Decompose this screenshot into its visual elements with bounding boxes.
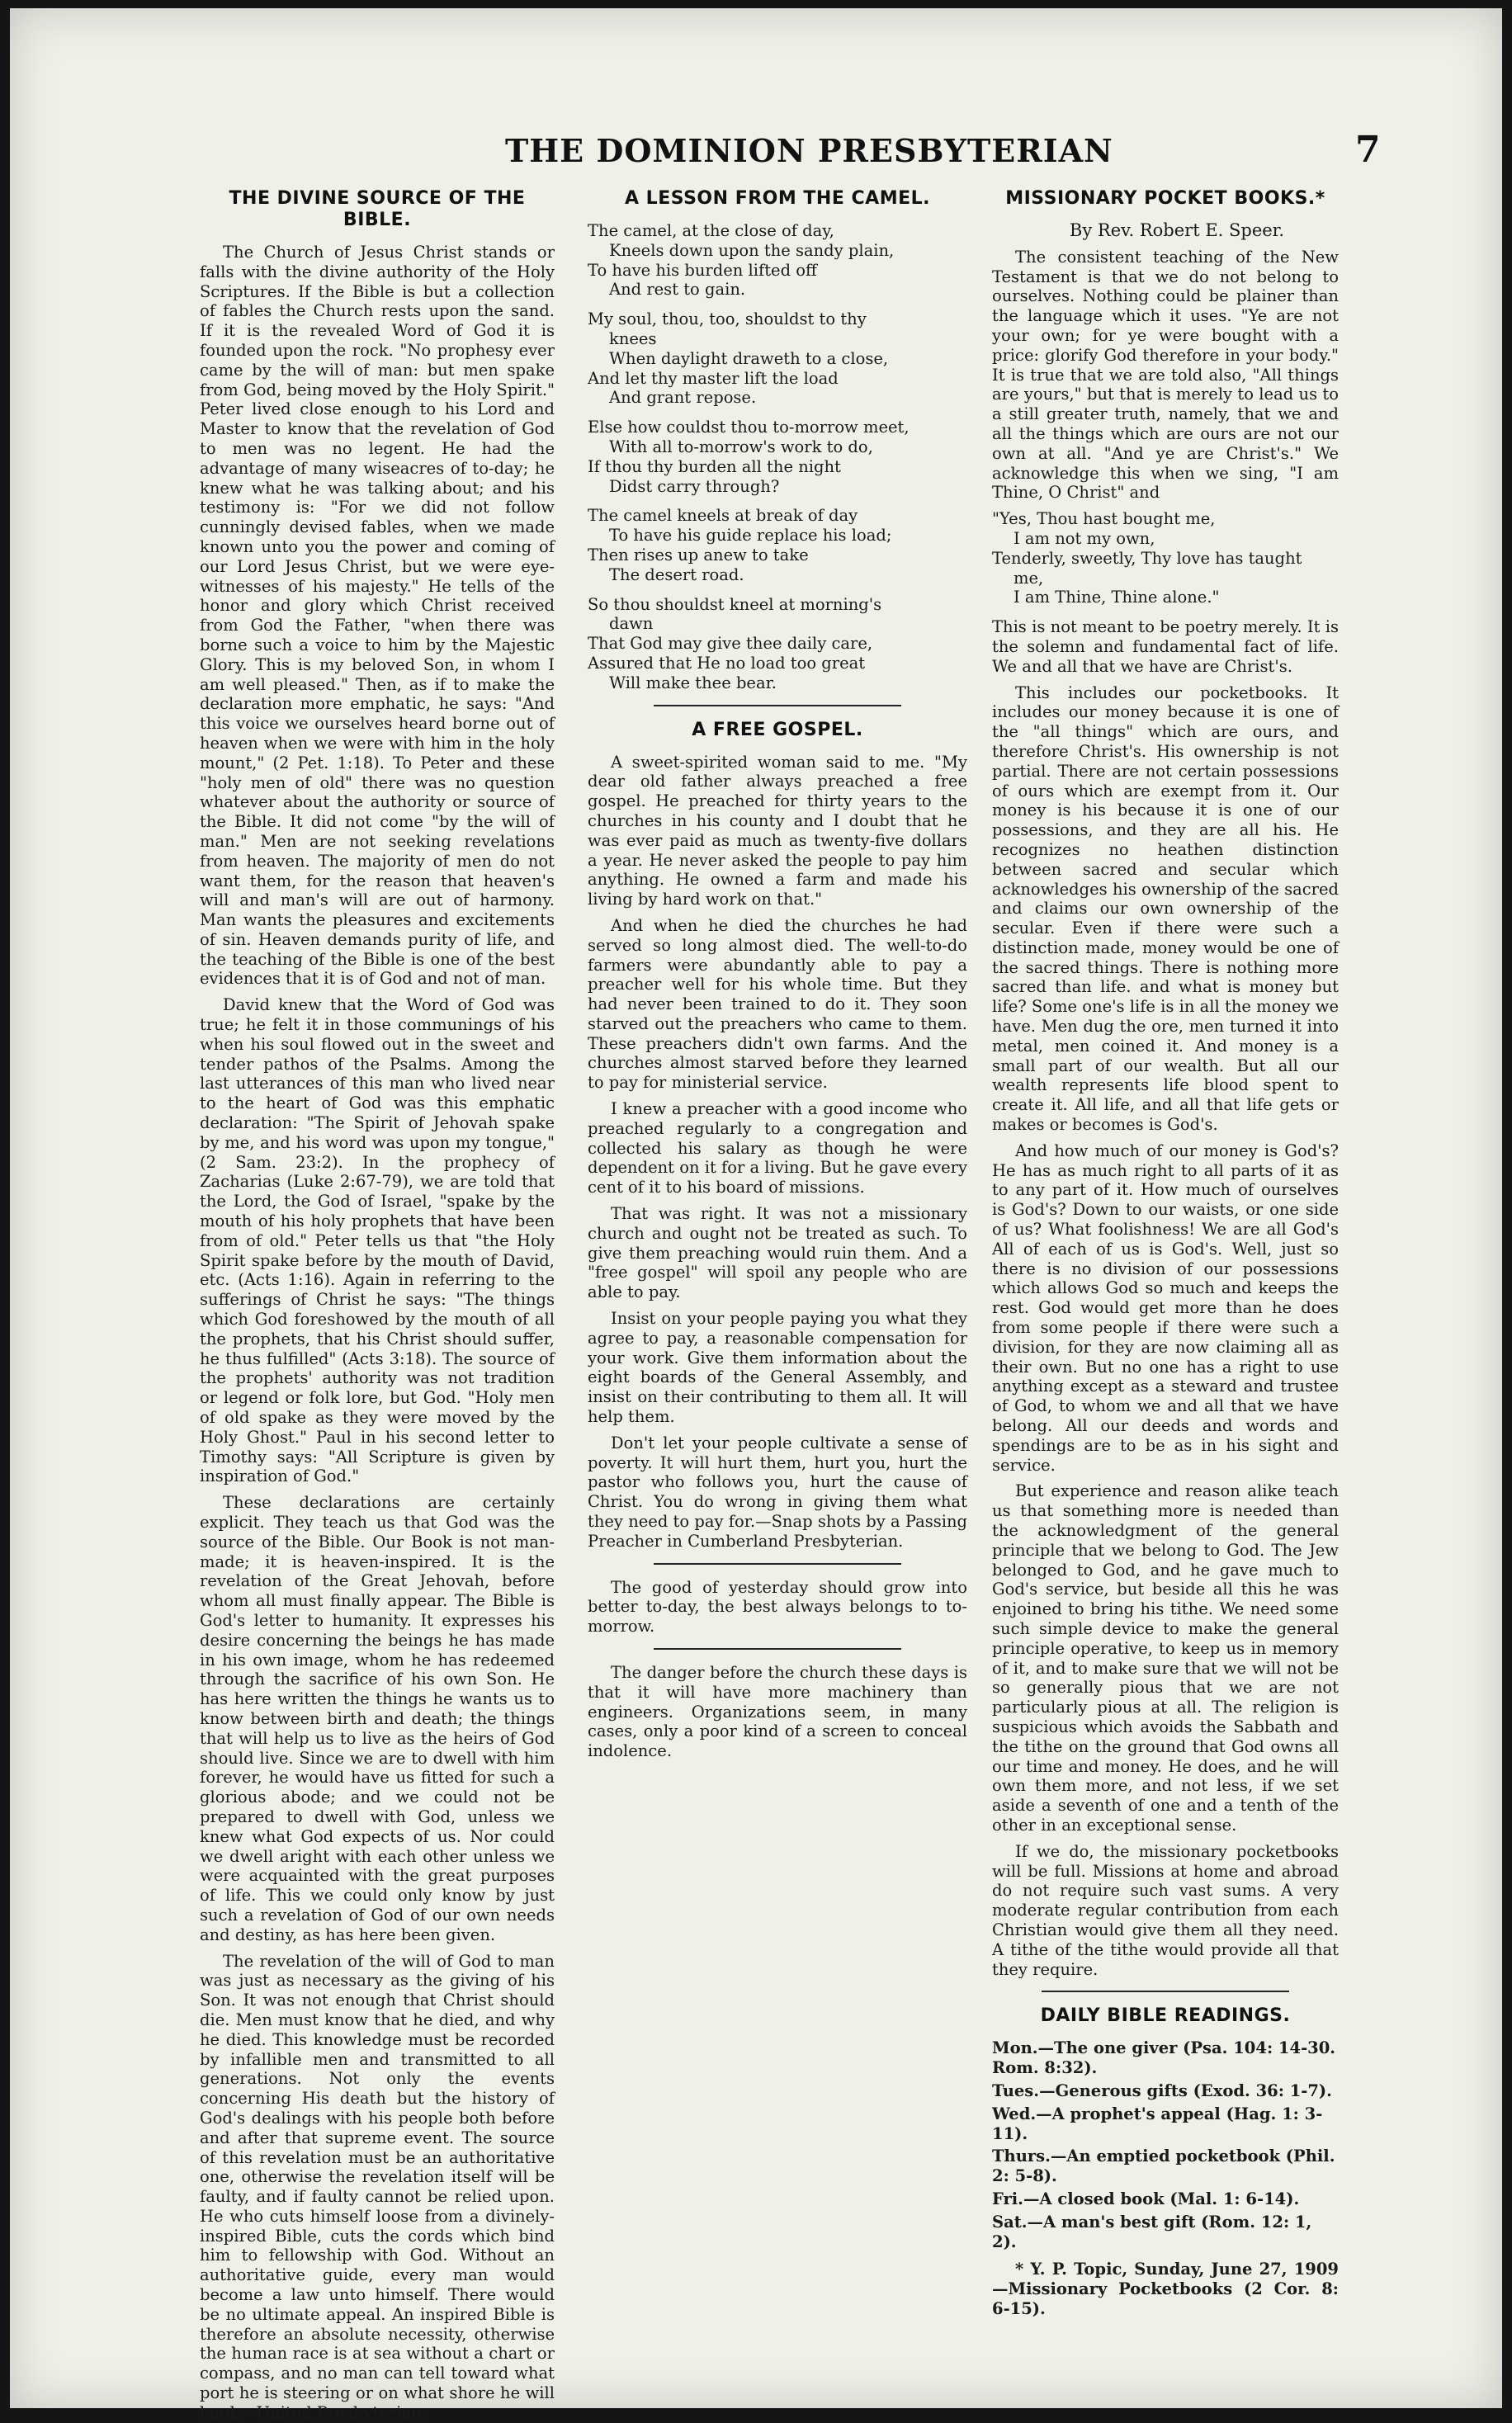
paragraph: That was right. It was not a missionary church and ought not be treated as such. To give them preaching would ruin them. And a "free gospel" will spoil any people who are able to pay.: [588, 1204, 967, 1302]
article-heading-free-gospel: A FREE GOSPEL.: [692, 719, 863, 740]
newspaper-page: [10, 8, 1502, 2422]
poem-line: knees: [609, 328, 657, 348]
paragraph: I knew a preacher with a good income who preached regularly to a congregation and collected his salary as though he were dependent on it for a living. But he gave every cent of it to his board of missions.: [588, 1099, 967, 1197]
hymn-quote: [992, 509, 1339, 607]
poem-line: The camel kneels at break of day: [588, 506, 858, 526]
hymn-line: me,: [1014, 568, 1044, 588]
poem-stanza: [588, 309, 967, 408]
article-heading-camel: A LESSON FROM THE CAMEL.: [624, 188, 930, 209]
poem-line: And rest to gain.: [609, 280, 746, 300]
poem-line: Kneels down upon the sandy plain,: [609, 240, 895, 260]
paragraph: And when he died the churches he had served so long almost died. The well-to-do farmers were abundantly able to pay a preacher well for his whole time. But they had never been trained to do it. They soon starved out the preachers who came to them. These preachers didn't own farms. And the churches almost starved before they learned to pay for ministerial service.: [588, 915, 967, 1093]
paragraph: A sweet-spirited woman said to me. "My dear old father always preached a free gospel. He preached for thirty years to the churches in his county and I doubt that he was ever paid as much as twenty-five dollars a year. He never asked the people to pay him anything. He owned a farm and made his living by hard work on that.": [588, 752, 967, 909]
filler-paragraph: The good of yesterday should grow into better to-day, the best always belongs to to-morrow.: [588, 1577, 967, 1637]
column-1: [200, 183, 555, 2422]
hymn-line: "Yes, Thou hast bought me,: [992, 509, 1216, 529]
paragraph: The revelation of the will of God to man was just as necessary as the giving of his Son. It was not enough that Christ should die. Men must know that he died, and why he died. This knowledge must be recorded by infallible men and transmitted to all generations. Not only the events concerning His death but the history of God's dealings with his people both before and after that supreme event. The source of this revelation must be an authoritative one, otherwise the revelation itself will be faulty, and if faulty cannot be relied upon. He who cuts himself loose from a divinely-inspired Bible, cuts the cords which bind him to fellowship with God. Without an authoritative guide, every man would become a law unto himself. There would be no ultimate appeal. An inspired Bible is therefore an absolute necessity, otherwise the human race is at sea without a chart or compass, and no man can tell toward what port he is steering or on what shore he will land.—United Presbyterian.: [200, 1951, 555, 2422]
poem-stanza: [588, 221, 967, 300]
poem-line: Didst carry through?: [609, 476, 780, 496]
poem-line: The camel, at the close of day,: [588, 221, 834, 240]
poem-line: That God may give thee daily care,: [588, 634, 873, 654]
section-divider: [654, 1563, 901, 1565]
paragraph: These declarations are certainly explicit. They teach us that God was the source of the Bible. Our Book is not man-made; it is heaven-inspired. It is the revelation of the Great Jehovah, before whom all must finally appear. The Bible is God's letter to humanity. It expresses his desire concerning the beings he has made in his own image, whom he has redeemed through the sacrifice of his own Son. He has here written the things he wants us to know between birth and death; the things that will help us to live as the heirs of God should live. Since we are to dwell with him forever, he would have us fitted for such a glorious abode; and we could not be prepared to dwell with God, unless we knew what God expects of us. Nor could we dwell aright with each other unless we were acquainted with the great purposes of life. This we could only know by just such a revelation of God of our own needs and destiny, as has here been given.: [200, 1493, 555, 1944]
paragraph: David knew that the Word of God was true; he felt it in those communings of his when his soul flowed out in the sweet and tender pathos of the Psalms. Among the last utterances of this man who lived near to the heart of God was this emphatic declaration: "The Spirit of Jehovah spake by me, and his word was upon my tongue," (2 Sam. 23:2). In the prophecy of Zacharias (Luke 2:67-79), we are told that the Lord, the God of Israel, "spake by the mouth of his holy prophets that have been from of old." Peter tells us that "the Holy Spirit spake before by the mouth of David, etc. (Acts 1:16). Again in referring to the sufferings of Christ he says: "The things which God foreshowed by the mouth of all the prophets, that his Christ should suffer, he thus fulfilled" (Acts 3:18). The source of the prophets' authority was not tradition or legend or folk lore, but God. "Holy men of old spake as they were moved by the Holy Ghost." Paul in his second letter to Timothy says: "All Scripture is given by inspiration of God.": [200, 995, 555, 1486]
reading-item: Tues.—Generous gifts (Exod. 36: 1-7).: [992, 2081, 1332, 2100]
readings-heading: DAILY BIBLE READINGS.: [1040, 2005, 1291, 2027]
poem-line: When daylight draweth to a close,: [609, 348, 889, 368]
poem-line: The desert road.: [609, 564, 744, 584]
paragraph: Don't let your people cultivate a sense of poverty. It will hurt them, hurt you, hurt the pastor who follows you, hurt the cause of Christ. You do wrong in giving them what they need to pay for.—Snap shots by a Passing Preacher in Cumberland Presbyterian.: [588, 1433, 967, 1551]
paragraph: The consistent teaching of the New Testament is that we do not belong to ourselves. Nothing could be plainer than the language which it uses. "Ye are not your own; for ye were bought with a price: glorify God therefore in your body." It is true that we are told also, "All things are yours," but that is merely to lead us to a still greater truth, namely, that we and all the things which are ours are not our own at all. "And ye are Christ's." We acknowledge this when we sing, "I am Thine, O Christ" and: [992, 247, 1339, 503]
reading-item: Mon.—The one giver (Psa. 104: 14-30. Rom. 8:32).: [992, 2038, 1336, 2078]
filler-paragraph: The danger before the church these days is that it will have more machinery than engineers. Organizations seem, in many cases, only a poor kind of a screen to conceal indolence.: [588, 1663, 967, 1761]
section-divider: [1042, 1991, 1289, 1992]
paragraph: The Church of Jesus Christ stands or falls with the divine authority of the Holy Scriptures. If the Bible is but a collection of fables the Church rests upon the sand. If it is the revealed Word of God it is founded upon the rock. "No prophesy ever came by the will of man: but men spake from God, being moved by the Holy Spirit." Peter lived close enough to his Lord and Master to know that the revelation of God to men was no legent. He had the advantage of many wiseacres of to-day; he knew what he was talking about; and his testimony is: "For we did not follow cunningly devised fables, when we made known unto you the power and coming of our Lord Jesus Christ, but we were eye-witnesses of his majesty." He tells of the honor and glory which Christ received from God the Father, "when there was borne such a voice to him by the Majestic Glory. This is my beloved Son, in whom I am well pleased." Then, as if to make the declaration more emphatic, he says: "And this voice we ourselves heard borne out of heaven when we were with him in the holy mount," (2 Pet. 1:18). To Peter and these "holy men of old" there was no question whatever about the authority or source of the Bible. It did not come "by the will of man." Men are not seeking revelations from heaven. The majority of men do not want them, for the reason that heaven's will and man's will are out of harmony. Man wants the pleasures and excitements of sin. Heaven demands purity of life, and the teaching of the Bible is one of the best evidences that it is of God and not of man.: [200, 243, 555, 989]
poem-stanza: [588, 506, 967, 584]
poem-stanza: [588, 595, 967, 693]
reading-item: Thurs.—An emptied pocketbook (Phil. 2: 5-8).: [992, 2147, 1335, 2186]
poem-line: With all to-morrow's work to do,: [609, 437, 873, 456]
page-number: 7: [1355, 129, 1381, 171]
poem-line: And let thy master lift the load: [588, 368, 839, 388]
poem-stanza: [588, 418, 967, 496]
readings-list: [992, 2038, 1339, 2251]
reading-item: Fri.—A closed book (Mal. 1: 6-14).: [992, 2189, 1300, 2208]
poem-line: To have his guide replace his load;: [609, 526, 892, 546]
paragraph: Insist on your people paying you what they agree to pay, a reasonable compensation for your work. Give them information about the eight boards of the General Assembly, and insist on their contributing to them all. It will help them.: [588, 1309, 967, 1427]
paragraph: This includes our pocketbooks. It includes our money because it is one of the "all things" which are ours, and therefore Christ's. His ownership is not partial. There are not certain possessions of ours which are exempt from it. Our money is his because it is one of our possessions, and they are all his. He recognizes no heathen distinction between sacred and secular which acknowledges his ownership of the sacred and claims our own ownership of the secular. Even if there were such a distinction made, money would be one of the sacred things. There is nothing more sacred than life. and what is money but life? Some one's life is in all the money we have. Men dug the ore, men turned it into metal, men coined it. And money is a small part of our wealth. But all our wealth represents life blood spent to create it. All life, and all that life gets or makes or becomes is God's.: [992, 683, 1339, 1135]
reading-item: Sat.—A man's best gift (Rom. 12: 1, 2).: [992, 2212, 1312, 2251]
poem-line: Else how couldst thou to-morrow meet,: [588, 418, 910, 437]
hymn-line: I am not my own,: [1014, 528, 1155, 548]
section-divider: [654, 1648, 901, 1650]
poem-line: And grant repose.: [609, 388, 757, 408]
poem-line: dawn: [609, 614, 654, 634]
poem-line: So thou shouldst kneel at morning's: [588, 594, 882, 614]
footnote: * Y. P. Topic, Sunday, June 27, 1909—Missionary Pocketbooks (2 Cor. 8: 6-15).: [992, 2260, 1339, 2318]
byline: By Rev. Robert E. Speer.: [1069, 220, 1285, 240]
poem-line: My soul, thou, too, shouldst to thy: [588, 309, 867, 329]
paragraph: And how much of our money is God's? He has as much right to all parts of it as to any part of it. How much of ourselves is God's? Down to our waists, or one side of us? What foolishness! We are all God's All of each of us is God's. Well, just so there is no division of our possessions which allows God so much and keeps the rest. God would get more than he does from some people if there were such a division, for they are now claiming all as their own. But no one has a right to use anything except as a steward and trustee of God, to whom we and all that we have belong. All our deeds and words and spendings are to be as in his sight and service.: [992, 1141, 1339, 1475]
column-2: [588, 183, 967, 2263]
running-head: THE DOMINION PRESBYTERIAN: [505, 132, 1113, 169]
column-3: [992, 183, 1339, 2318]
poem-line: Assured that He no load too great: [588, 653, 866, 673]
article-heading-divine-source: THE DIVINE SOURCE OF THE BIBLE.: [229, 188, 526, 230]
paragraph: But experience and reason alike teach us that something more is needed than the acknowledgment of the general principle that we belong to God. The Jew belonged to God, and he gave much to God's service, but beside all this he was enjoined to bring his tithe. We need some such simple device to make the general principle operative, to keep us in memory of it, and to make sure that we will not be so generally pious that we are not particularly pious at all. The religion is suspicious which avoids the Sabbath and the tithe on the ground that God owns all our time and money. He does, and he will own them more, and not less, if we set aside a seventh of one and a tenth of the other in an exceptional sense.: [992, 1481, 1339, 1835]
poem-line: Then rises up anew to take: [588, 545, 809, 564]
poem-line: To have his burden lifted off: [588, 260, 817, 280]
paragraph: If we do, the missionary pocketbooks will be full. Missions at home and abroad do not require such vast sums. A very moderate regular contribution from each Christian would give them all they need. A tithe of the tithe would provide all that they require.: [992, 1841, 1339, 1979]
paragraph: This is not meant to be poetry merely. It is the solemn and fundamental fact of life. We and all that we have are Christ's.: [992, 617, 1339, 676]
poem-line: If thou thy burden all the night: [588, 456, 841, 476]
section-divider: [654, 705, 901, 706]
poem-line: Will make thee bear.: [609, 673, 777, 692]
article-heading-pocket-books: MISSIONARY POCKET BOOKS.*: [1005, 188, 1325, 209]
hymn-line: I am Thine, Thine alone.": [1014, 588, 1220, 607]
hymn-line: Tenderly, sweetly, Thy love has taught: [992, 548, 1302, 568]
reading-item: Wed.—A prophet's appeal (Hag. 1: 3-11).: [992, 2104, 1323, 2143]
